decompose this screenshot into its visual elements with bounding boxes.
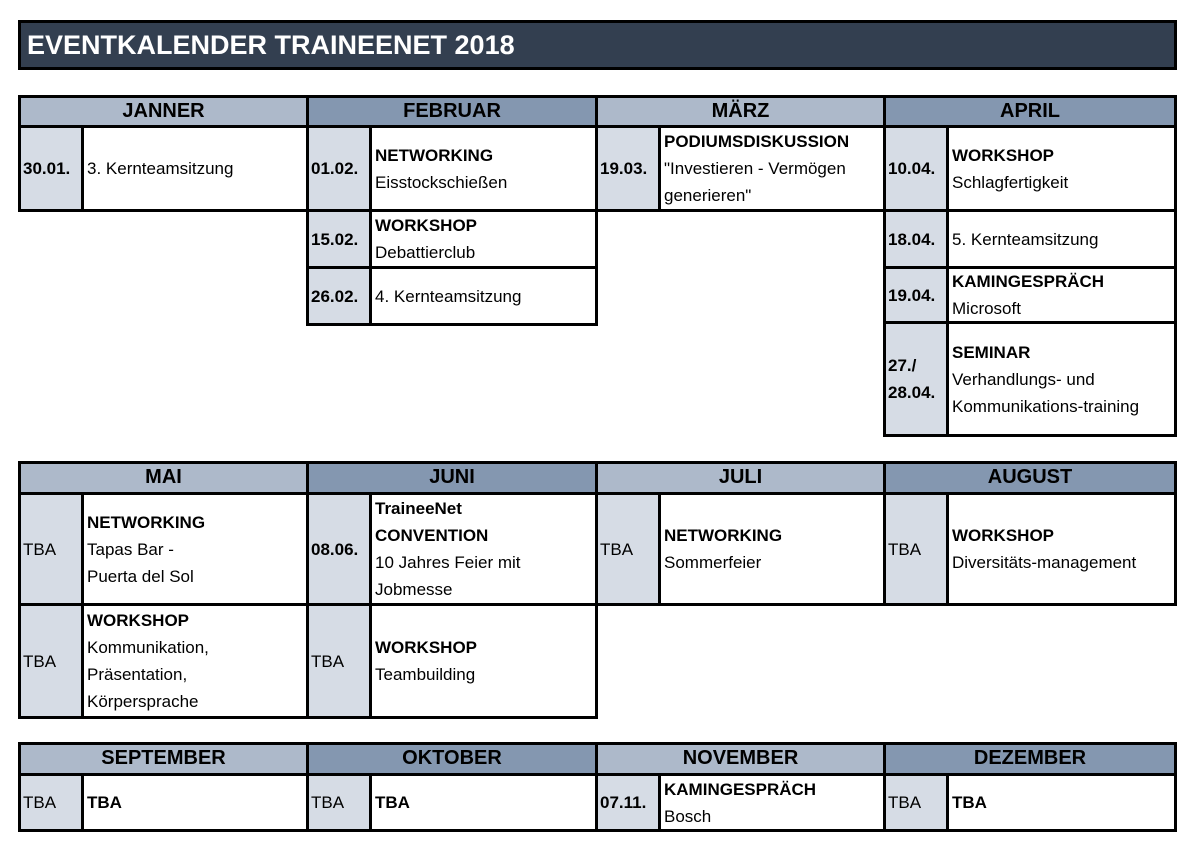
event-title: WORKSHOP: [952, 145, 1054, 165]
event-title: NETWORKING: [87, 512, 206, 532]
event-cell: [595, 773, 886, 832]
event-cell: [306, 266, 598, 326]
event-subtitle: Schlagfertigkeit: [952, 172, 1069, 192]
event-cell: [18, 492, 309, 606]
event-cell: [306, 773, 598, 832]
event-date: 30.01.: [21, 128, 84, 209]
event-subtitle: 10 Jahres Feier mit Jobmesse: [375, 553, 521, 599]
event-cell: [18, 773, 309, 832]
event-desc: [372, 128, 595, 209]
event-subtitle: 3. Kernteamsitzung: [87, 159, 234, 178]
event-desc: [661, 776, 883, 829]
event-desc: [949, 776, 1174, 829]
event-desc: [372, 606, 595, 716]
event-date: 18.04.: [886, 212, 949, 266]
event-date: TBA: [309, 776, 372, 829]
event-cell: [595, 492, 886, 606]
event-desc: [949, 495, 1174, 603]
month-header-maerz: MÄRZ: [595, 95, 886, 128]
event-date: TBA: [598, 495, 661, 603]
month-header-mai: MAI: [18, 461, 309, 495]
event-desc: [661, 495, 883, 603]
event-subtitle: Sommerfeier: [664, 553, 762, 572]
month-header-janner: JANNER: [18, 95, 309, 128]
event-cell: [306, 125, 598, 212]
event-subtitle: 4. Kernteamsitzung: [375, 286, 522, 306]
event-title: TraineeNet CONVENTION: [375, 499, 489, 545]
event-date: 19.04.: [886, 269, 949, 321]
month-header-september: SEPTEMBER: [18, 742, 309, 776]
event-desc: [661, 128, 883, 209]
event-date: 15.02.: [309, 212, 372, 266]
event-desc: [84, 128, 306, 209]
event-subtitle: Verhandlungs- und Kommunikations-training: [952, 369, 1140, 416]
event-date: 26.02.: [309, 269, 372, 323]
event-subtitle: Debattierclub: [375, 243, 476, 262]
event-date: TBA: [21, 495, 84, 603]
event-cell: [883, 321, 1177, 437]
month-header-august: AUGUST: [883, 461, 1177, 495]
event-subtitle: Bosch: [664, 806, 712, 826]
event-desc: [949, 269, 1174, 321]
event-subtitle: Teambuilding: [375, 665, 476, 684]
event-cell: [18, 125, 309, 212]
event-desc: [949, 212, 1174, 266]
month-header-dezember: DEZEMBER: [883, 742, 1177, 776]
event-subtitle: Diversitäts-management: [952, 553, 1137, 572]
month-header-oktober: OKTOBER: [306, 742, 598, 776]
event-desc: [372, 495, 595, 603]
month-header-april: APRIL: [883, 95, 1177, 128]
event-title: SEMINAR: [952, 342, 1031, 362]
event-subtitle: TBA: [375, 793, 410, 812]
event-date: 19.03.: [598, 128, 661, 209]
event-title: PODIUMSDISKUSSION: [664, 132, 850, 151]
event-title: WORKSHOP: [87, 611, 189, 630]
event-cell: [306, 492, 598, 606]
month-header-juni: JUNI: [306, 461, 598, 495]
event-cell: [595, 125, 886, 212]
event-subtitle: "Investieren - Vermögen generieren": [664, 159, 846, 205]
event-title: KAMINGESPRÄCH: [952, 272, 1105, 291]
event-desc: [372, 212, 595, 266]
event-subtitle: Eisstockschießen: [375, 172, 508, 192]
event-cell: [883, 209, 1177, 269]
event-cell: [883, 492, 1177, 606]
event-cell: [883, 125, 1177, 212]
event-date: TBA: [21, 606, 84, 716]
event-date: TBA: [886, 776, 949, 829]
event-desc: [84, 606, 306, 716]
event-title: WORKSHOP: [375, 638, 477, 657]
event-subtitle: Kommunikation, Präsentation, Körpersprache: [87, 638, 209, 711]
event-desc: [372, 269, 595, 323]
event-subtitle: 5. Kernteamsitzung: [952, 229, 1099, 249]
event-date: 10.04.: [886, 128, 949, 209]
event-title: WORKSHOP: [375, 216, 477, 235]
event-desc: [949, 128, 1174, 209]
event-title: NETWORKING: [375, 145, 494, 165]
event-title: KAMINGESPRÄCH: [664, 779, 817, 799]
event-cell: [883, 266, 1177, 324]
event-title: WORKSHOP: [952, 526, 1054, 545]
event-subtitle: TBA: [952, 793, 987, 812]
event-desc: [949, 324, 1174, 434]
event-cell: [306, 603, 598, 719]
event-subtitle: TBA: [87, 793, 122, 812]
event-date: TBA: [21, 776, 84, 829]
month-header-november: NOVEMBER: [595, 742, 886, 776]
event-title: NETWORKING: [664, 526, 783, 545]
event-desc: [84, 776, 306, 829]
event-desc: [84, 495, 306, 603]
event-cell: [883, 773, 1177, 832]
event-cell: [306, 209, 598, 269]
event-date: 07.11.: [598, 776, 661, 829]
event-date: 08.06.: [309, 495, 372, 603]
event-cell: [18, 603, 309, 719]
page-title: EVENTKALENDER TRAINEENET 2018: [18, 20, 1177, 70]
event-date: 27./ 28.04.: [886, 324, 949, 434]
event-date: TBA: [886, 495, 949, 603]
event-date: TBA: [309, 606, 372, 716]
event-subtitle: Microsoft: [952, 299, 1021, 318]
event-date: 01.02.: [309, 128, 372, 209]
event-desc: [372, 776, 595, 829]
month-header-februar: FEBRUAR: [306, 95, 598, 128]
event-subtitle: Tapas Bar - Puerta del Sol: [87, 539, 194, 586]
month-header-juli: JULI: [595, 461, 886, 495]
